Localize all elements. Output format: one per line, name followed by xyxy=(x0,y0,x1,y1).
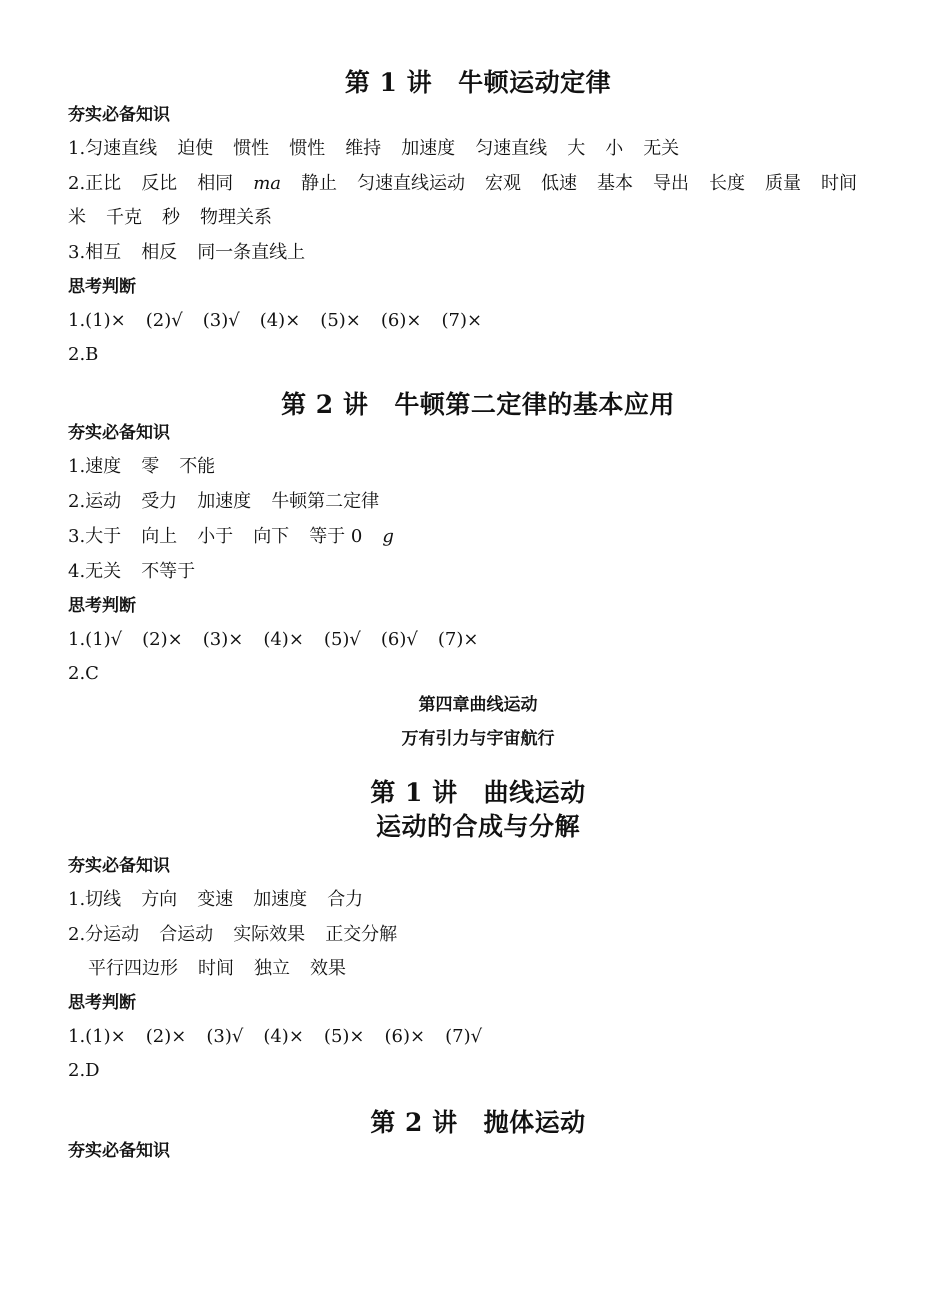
answer-line: 2.C xyxy=(68,663,99,684)
section-knowledge-heading: 夯实必备知识 xyxy=(68,423,170,443)
answer-line: 2.分运动 合运动 实际效果 正交分解 xyxy=(68,924,398,945)
lecture-number: 第 1 讲 xyxy=(344,68,433,97)
answer-line: 2.运动 受力 加速度 牛顿第二定律 xyxy=(68,491,380,512)
section-judge-heading: 思考判断 xyxy=(68,277,136,297)
lecture-name: 曲线运动 xyxy=(483,778,586,807)
answer-line: 1.(1)× (2)√ (3)√ (4)× (5)× (6)× (7)× xyxy=(68,310,483,331)
answer-line: 米 千克 秒 物理关系 xyxy=(68,207,272,228)
lecture-number: 第 2 讲 xyxy=(281,390,369,419)
answer-line: 3.大于 向上 小于 向下 等于 0 g xyxy=(68,526,394,547)
lecture-name: 牛顿运动定律 xyxy=(458,68,612,97)
answer-line: 1.(1)√ (2)× (3)× (4)× (5)√ (6)√ (7)× xyxy=(68,629,479,650)
chapter-subheading: 万有引力与宇宙航行 xyxy=(401,729,555,749)
section-knowledge-heading: 夯实必备知识 xyxy=(68,1141,170,1161)
lecture-name: 抛体运动 xyxy=(483,1108,586,1137)
lecture-number: 第 2 讲 xyxy=(370,1108,458,1137)
answer-line: 2.D xyxy=(68,1060,100,1081)
lecture-number: 第 1 讲 xyxy=(370,778,458,807)
section-judge-heading: 思考判断 xyxy=(68,596,136,616)
section-knowledge-heading: 夯实必备知识 xyxy=(68,105,170,125)
lecture-name: 牛顿第二定律的基本应用 xyxy=(394,390,675,419)
lecture-3-subtitle: 运动的合成与分解 xyxy=(375,812,580,841)
answer-line: 2.正比 反比 相同 ma 静止 匀速直线运动 宏观 低速 基本 导出 长度 质量 时间 xyxy=(68,173,857,194)
chapter-heading: 第四章曲线运动 xyxy=(418,695,538,715)
answer-line: 1.切线 方向 变速 加速度 合力 xyxy=(68,889,364,910)
section-knowledge-heading: 夯实必备知识 xyxy=(68,856,170,876)
answer-page xyxy=(68,66,888,1162)
answer-line: 1.速度 零 不能 xyxy=(68,456,216,477)
answer-line: 1.匀速直线 迫使 惯性 惯性 维持 加速度 匀速直线 大 小 无关 xyxy=(68,138,680,159)
lecture-2-title xyxy=(68,388,888,422)
lecture-3-title xyxy=(68,776,888,810)
answer-line: 2.B xyxy=(68,344,99,365)
section-judge-heading: 思考判断 xyxy=(68,993,136,1013)
answer-line: 4.无关 不等于 xyxy=(68,561,196,582)
lecture-1-title xyxy=(68,66,888,100)
lecture-4-title xyxy=(68,1106,888,1140)
answer-line: 1.(1)× (2)× (3)√ (4)× (5)× (6)× (7)√ xyxy=(68,1026,483,1047)
answer-line: 平行四边形 时间 独立 效果 xyxy=(88,958,346,979)
answer-line: 3.相互 相反 同一条直线上 xyxy=(68,242,306,263)
